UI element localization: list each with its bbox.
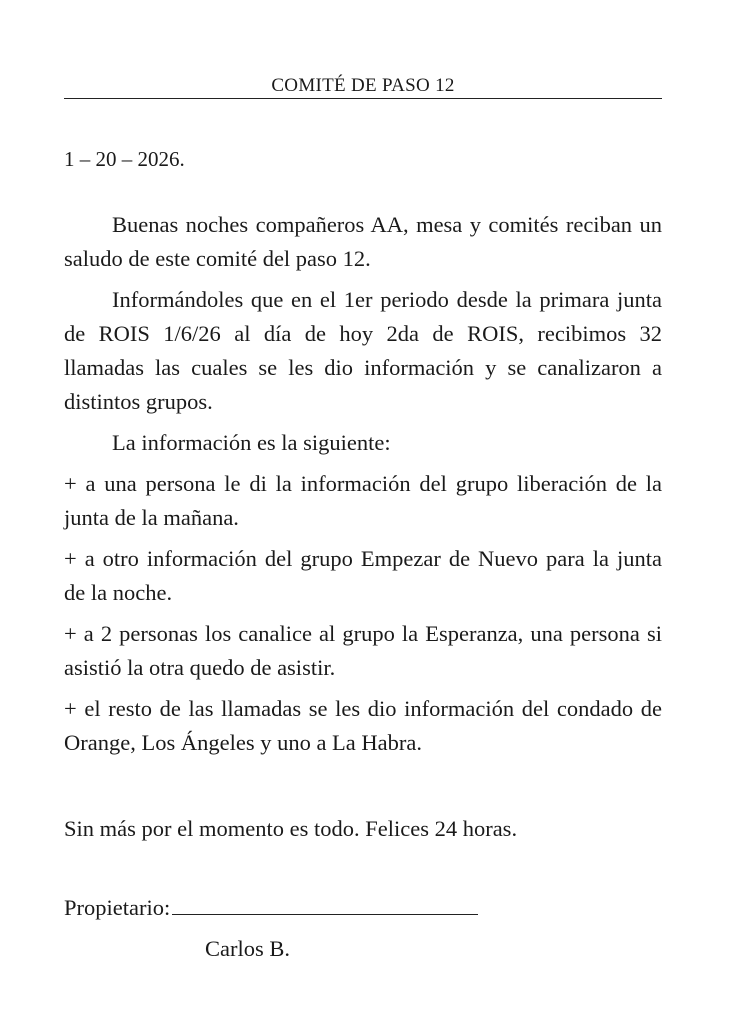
signature-block	[64, 892, 478, 923]
document-date: 1 – 20 – 2026.	[64, 147, 185, 171]
list-item: + el resto de las llamadas se les dio información del condado de Orange, Los Ángeles y uno a La Habra.	[64, 696, 662, 755]
document-title: COMITÉ DE PASO 12	[271, 75, 455, 96]
document-body	[64, 208, 662, 767]
list-item: + a 2 personas los canalice al grupo la Esperanza, una persona si asistió la otra quedo de asistir.	[64, 621, 662, 680]
intro-paragraph: La información es la siguiente:	[112, 430, 391, 455]
signer-name: Carlos B.	[205, 936, 291, 961]
greeting-paragraph: Buenas noches compañeros AA, mesa y comités reciban un saludo de este comité del paso 12.	[64, 212, 662, 271]
signature-line	[172, 892, 478, 915]
list-item: + a otro información del grupo Empezar de Nuevo para la junta de la noche.	[64, 546, 662, 605]
signature-label: Propietario:	[64, 895, 171, 920]
report-paragraph: Informándoles que en el 1er periodo desde la primara junta de ROIS 1/6/26 al día de hoy 2da de ROIS, recibimos 32 llamadas las cuales se les dio información y se canalizaron a distintos grupos.	[64, 287, 662, 414]
closing-line: Sin más por el momento es todo. Felices 24 horas.	[64, 816, 518, 841]
header-divider	[64, 98, 662, 99]
list-item: + a una persona le di la información del grupo liberación de la junta de la mañana.	[64, 471, 662, 530]
